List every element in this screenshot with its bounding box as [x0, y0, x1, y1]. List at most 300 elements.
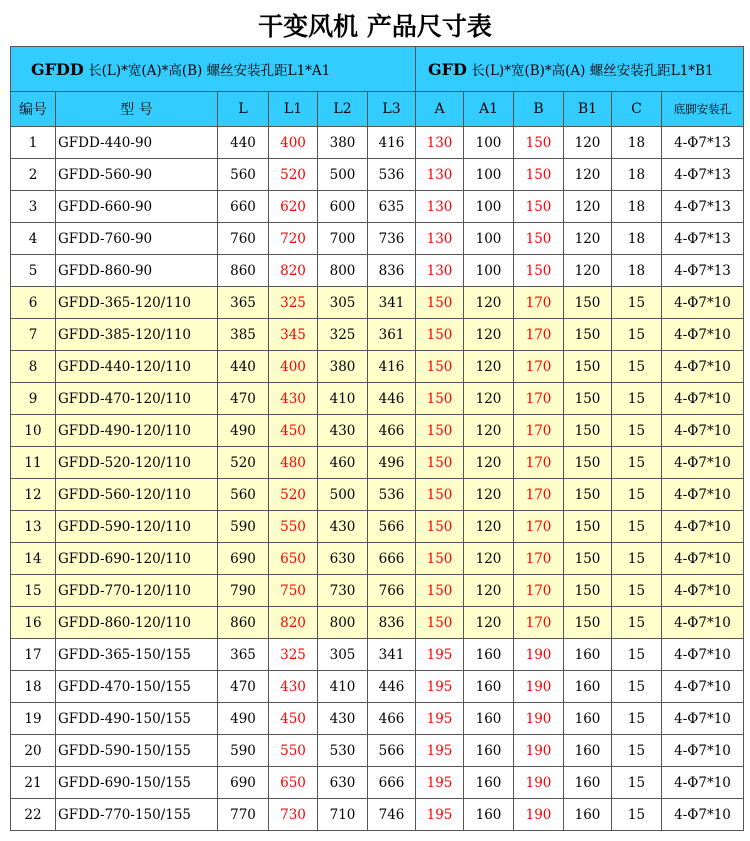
cell-b: 190	[514, 671, 564, 703]
cell-l1: 325	[269, 639, 318, 671]
cell-b1: 160	[564, 671, 612, 703]
cell-a1: 160	[464, 671, 514, 703]
cell-l1: 450	[269, 415, 318, 447]
cell-a1: 120	[464, 447, 514, 479]
cell-no: 8	[11, 351, 56, 383]
cell-no: 4	[11, 223, 56, 255]
cell-c: 15	[612, 607, 662, 639]
table-row	[11, 671, 744, 703]
cell-a: 150	[416, 479, 464, 511]
cell-b: 170	[514, 575, 564, 607]
cell-c: 15	[612, 671, 662, 703]
gfd-label: GFD	[428, 60, 467, 79]
cell-model: GFDD-760-90	[56, 223, 218, 255]
cell-a1: 120	[464, 543, 514, 575]
cell-a: 130	[416, 191, 464, 223]
cell-model: GFDD-770-120/110	[56, 575, 218, 607]
table-row	[11, 479, 744, 511]
cell-a: 195	[416, 703, 464, 735]
cell-l2: 700	[318, 223, 368, 255]
cell-c: 18	[612, 159, 662, 191]
cell-a: 150	[416, 319, 464, 351]
table-row	[11, 415, 744, 447]
cell-c: 15	[612, 511, 662, 543]
cell-b1: 160	[564, 703, 612, 735]
cell-c: 15	[612, 287, 662, 319]
cell-a: 195	[416, 767, 464, 799]
cell-l: 490	[218, 415, 269, 447]
gfdd-label: GFDD	[31, 60, 84, 79]
cell-c: 15	[612, 703, 662, 735]
cell-l3: 836	[368, 255, 416, 287]
cell-a1: 120	[464, 319, 514, 351]
cell-l2: 460	[318, 447, 368, 479]
cell-b: 150	[514, 127, 564, 159]
cell-c: 15	[612, 447, 662, 479]
cell-no: 1	[11, 127, 56, 159]
cell-no: 10	[11, 415, 56, 447]
cell-l2: 500	[318, 159, 368, 191]
cell-l1: 450	[269, 703, 318, 735]
cell-a1: 120	[464, 575, 514, 607]
cell-hole: 4-Φ7*10	[662, 543, 744, 575]
cell-l3: 361	[368, 319, 416, 351]
cell-b1: 120	[564, 255, 612, 287]
cell-c: 15	[612, 479, 662, 511]
cell-no: 9	[11, 383, 56, 415]
cell-l1: 650	[269, 767, 318, 799]
column-header: 型 号	[56, 92, 218, 127]
table-row	[11, 767, 744, 799]
cell-c: 18	[612, 127, 662, 159]
cell-l3: 341	[368, 287, 416, 319]
cell-a1: 100	[464, 127, 514, 159]
table-row	[11, 735, 744, 767]
cell-model: GFDD-860-90	[56, 255, 218, 287]
cell-l3: 416	[368, 127, 416, 159]
cell-l: 560	[218, 479, 269, 511]
cell-no: 6	[11, 287, 56, 319]
cell-model: GFDD-770-150/155	[56, 799, 218, 831]
cell-b: 170	[514, 511, 564, 543]
cell-hole: 4-Φ7*13	[662, 127, 744, 159]
cell-a1: 120	[464, 479, 514, 511]
cell-l1: 720	[269, 223, 318, 255]
cell-l1: 730	[269, 799, 318, 831]
cell-no: 17	[11, 639, 56, 671]
column-header: B1	[564, 92, 612, 127]
cell-a1: 120	[464, 415, 514, 447]
cell-b: 170	[514, 383, 564, 415]
cell-l2: 380	[318, 127, 368, 159]
cell-b1: 150	[564, 447, 612, 479]
description-row	[11, 47, 744, 92]
gfd-description	[416, 47, 744, 92]
cell-model: GFDD-590-120/110	[56, 511, 218, 543]
cell-no: 15	[11, 575, 56, 607]
cell-l2: 430	[318, 511, 368, 543]
cell-b: 170	[514, 543, 564, 575]
cell-a: 150	[416, 287, 464, 319]
cell-no: 20	[11, 735, 56, 767]
cell-model: GFDD-560-120/110	[56, 479, 218, 511]
cell-c: 15	[612, 575, 662, 607]
cell-a: 130	[416, 223, 464, 255]
cell-l1: 520	[269, 479, 318, 511]
cell-b1: 120	[564, 159, 612, 191]
cell-l2: 500	[318, 479, 368, 511]
cell-l: 470	[218, 383, 269, 415]
cell-a1: 160	[464, 735, 514, 767]
cell-l3: 666	[368, 767, 416, 799]
cell-b: 190	[514, 767, 564, 799]
cell-model: GFDD-590-150/155	[56, 735, 218, 767]
cell-b: 190	[514, 703, 564, 735]
cell-no: 22	[11, 799, 56, 831]
cell-l1: 750	[269, 575, 318, 607]
cell-c: 15	[612, 415, 662, 447]
column-header: C	[612, 92, 662, 127]
cell-b1: 160	[564, 639, 612, 671]
cell-l3: 446	[368, 383, 416, 415]
table-row	[11, 159, 744, 191]
cell-c: 15	[612, 383, 662, 415]
cell-hole: 4-Φ7*10	[662, 319, 744, 351]
cell-a: 150	[416, 383, 464, 415]
cell-hole: 4-Φ7*10	[662, 287, 744, 319]
cell-l1: 430	[269, 671, 318, 703]
cell-l3: 766	[368, 575, 416, 607]
column-header: 底脚安装孔	[662, 92, 744, 127]
table-row	[11, 639, 744, 671]
cell-a: 150	[416, 511, 464, 543]
gfd-formula: 长(L)*宽(B)*高(A) 螺丝安装孔距L1*B1	[466, 63, 714, 79]
cell-l2: 430	[318, 703, 368, 735]
cell-l1: 430	[269, 383, 318, 415]
table-row	[11, 511, 744, 543]
cell-c: 15	[612, 639, 662, 671]
cell-l1: 480	[269, 447, 318, 479]
cell-b: 190	[514, 639, 564, 671]
cell-l: 790	[218, 575, 269, 607]
page-title: 干变风机 产品尺寸表	[258, 12, 492, 41]
cell-l1: 400	[269, 351, 318, 383]
cell-l: 590	[218, 511, 269, 543]
cell-a: 195	[416, 735, 464, 767]
cell-l1: 520	[269, 159, 318, 191]
column-header: L3	[368, 92, 416, 127]
cell-l3: 635	[368, 191, 416, 223]
cell-b: 150	[514, 255, 564, 287]
column-header: A	[416, 92, 464, 127]
cell-hole: 4-Φ7*10	[662, 607, 744, 639]
cell-l: 470	[218, 671, 269, 703]
cell-l2: 325	[318, 319, 368, 351]
cell-l: 520	[218, 447, 269, 479]
cell-l: 860	[218, 255, 269, 287]
cell-a: 150	[416, 415, 464, 447]
cell-l3: 496	[368, 447, 416, 479]
cell-l3: 416	[368, 351, 416, 383]
cell-no: 11	[11, 447, 56, 479]
column-header: 编号	[11, 92, 56, 127]
cell-b: 170	[514, 607, 564, 639]
cell-model: GFDD-470-150/155	[56, 671, 218, 703]
column-header: L2	[318, 92, 368, 127]
cell-model: GFDD-690-120/110	[56, 543, 218, 575]
cell-b: 150	[514, 159, 564, 191]
table-row	[11, 319, 744, 351]
cell-b1: 160	[564, 735, 612, 767]
cell-b: 170	[514, 415, 564, 447]
cell-l: 560	[218, 159, 269, 191]
cell-a: 195	[416, 671, 464, 703]
cell-model: GFDD-560-90	[56, 159, 218, 191]
cell-l2: 800	[318, 607, 368, 639]
cell-l3: 466	[368, 703, 416, 735]
cell-l2: 630	[318, 543, 368, 575]
cell-l3: 836	[368, 607, 416, 639]
cell-a1: 100	[464, 223, 514, 255]
cell-no: 14	[11, 543, 56, 575]
cell-b: 170	[514, 447, 564, 479]
cell-c: 15	[612, 735, 662, 767]
cell-c: 18	[612, 191, 662, 223]
table-row	[11, 607, 744, 639]
cell-l2: 800	[318, 255, 368, 287]
cell-b: 170	[514, 287, 564, 319]
cell-l3: 341	[368, 639, 416, 671]
cell-c: 15	[612, 767, 662, 799]
cell-a1: 120	[464, 287, 514, 319]
cell-hole: 4-Φ7*10	[662, 799, 744, 831]
cell-l3: 536	[368, 159, 416, 191]
cell-model: GFDD-520-120/110	[56, 447, 218, 479]
cell-hole: 4-Φ7*10	[662, 351, 744, 383]
cell-a: 150	[416, 351, 464, 383]
cell-no: 13	[11, 511, 56, 543]
cell-no: 16	[11, 607, 56, 639]
table-row	[11, 447, 744, 479]
gfdd-description	[11, 47, 416, 92]
cell-hole: 4-Φ7*10	[662, 735, 744, 767]
cell-no: 18	[11, 671, 56, 703]
cell-l1: 325	[269, 287, 318, 319]
cell-hole: 4-Φ7*10	[662, 671, 744, 703]
cell-l1: 820	[269, 607, 318, 639]
cell-a: 150	[416, 543, 464, 575]
cell-a1: 100	[464, 191, 514, 223]
cell-model: GFDD-385-120/110	[56, 319, 218, 351]
cell-a1: 120	[464, 351, 514, 383]
cell-l: 760	[218, 223, 269, 255]
cell-b: 190	[514, 735, 564, 767]
cell-l1: 550	[269, 735, 318, 767]
cell-hole: 4-Φ7*10	[662, 575, 744, 607]
cell-a1: 160	[464, 767, 514, 799]
cell-c: 18	[612, 223, 662, 255]
cell-a: 150	[416, 607, 464, 639]
cell-no: 3	[11, 191, 56, 223]
cell-b: 170	[514, 351, 564, 383]
cell-b1: 150	[564, 575, 612, 607]
table-row	[11, 383, 744, 415]
cell-no: 2	[11, 159, 56, 191]
cell-a1: 120	[464, 607, 514, 639]
cell-b1: 150	[564, 607, 612, 639]
cell-b1: 150	[564, 543, 612, 575]
column-header: L	[218, 92, 269, 127]
cell-l: 660	[218, 191, 269, 223]
cell-hole: 4-Φ7*10	[662, 383, 744, 415]
cell-a: 130	[416, 255, 464, 287]
cell-l3: 566	[368, 511, 416, 543]
cell-b1: 150	[564, 479, 612, 511]
cell-hole: 4-Φ7*13	[662, 191, 744, 223]
cell-model: GFDD-440-90	[56, 127, 218, 159]
table-row	[11, 543, 744, 575]
cell-no: 19	[11, 703, 56, 735]
table-row	[11, 287, 744, 319]
table-row	[11, 255, 744, 287]
cell-hole: 4-Φ7*13	[662, 223, 744, 255]
cell-l2: 530	[318, 735, 368, 767]
cell-l3: 746	[368, 799, 416, 831]
cell-l3: 466	[368, 415, 416, 447]
cell-hole: 4-Φ7*10	[662, 767, 744, 799]
column-header: L1	[269, 92, 318, 127]
cell-a1: 120	[464, 511, 514, 543]
cell-l2: 410	[318, 671, 368, 703]
cell-l2: 600	[318, 191, 368, 223]
cell-b1: 120	[564, 127, 612, 159]
cell-l3: 446	[368, 671, 416, 703]
cell-l2: 305	[318, 639, 368, 671]
header-row	[11, 92, 744, 127]
cell-model: GFDD-365-150/155	[56, 639, 218, 671]
cell-hole: 4-Φ7*13	[662, 159, 744, 191]
cell-a: 150	[416, 447, 464, 479]
cell-l: 690	[218, 767, 269, 799]
cell-b1: 120	[564, 223, 612, 255]
cell-l1: 820	[269, 255, 318, 287]
cell-b1: 150	[564, 351, 612, 383]
table-row	[11, 575, 744, 607]
cell-b1: 150	[564, 511, 612, 543]
table-row	[11, 127, 744, 159]
cell-a1: 160	[464, 799, 514, 831]
column-header: A1	[464, 92, 514, 127]
cell-l2: 410	[318, 383, 368, 415]
cell-b1: 150	[564, 415, 612, 447]
column-header: B	[514, 92, 564, 127]
cell-model: GFDD-365-120/110	[56, 287, 218, 319]
cell-l: 860	[218, 607, 269, 639]
cell-l: 365	[218, 287, 269, 319]
cell-model: GFDD-440-120/110	[56, 351, 218, 383]
cell-a1: 120	[464, 383, 514, 415]
cell-a1: 100	[464, 255, 514, 287]
table-row	[11, 223, 744, 255]
cell-a1: 100	[464, 159, 514, 191]
cell-a: 150	[416, 575, 464, 607]
cell-model: GFDD-490-150/155	[56, 703, 218, 735]
cell-model: GFDD-490-120/110	[56, 415, 218, 447]
cell-b: 150	[514, 191, 564, 223]
table-row	[11, 703, 744, 735]
cell-no: 7	[11, 319, 56, 351]
cell-a1: 160	[464, 639, 514, 671]
table-row	[11, 351, 744, 383]
cell-l2: 630	[318, 767, 368, 799]
cell-a: 195	[416, 639, 464, 671]
cell-c: 15	[612, 351, 662, 383]
cell-l3: 736	[368, 223, 416, 255]
cell-no: 5	[11, 255, 56, 287]
cell-model: GFDD-470-120/110	[56, 383, 218, 415]
cell-l: 590	[218, 735, 269, 767]
cell-c: 18	[612, 255, 662, 287]
cell-a: 195	[416, 799, 464, 831]
cell-l: 690	[218, 543, 269, 575]
cell-hole: 4-Φ7*10	[662, 511, 744, 543]
cell-l1: 650	[269, 543, 318, 575]
gfdd-formula: 长(L)*宽(A)*高(B) 螺丝安装孔距L1*A1	[83, 63, 331, 79]
cell-b: 170	[514, 479, 564, 511]
cell-hole: 4-Φ7*10	[662, 447, 744, 479]
cell-l: 440	[218, 127, 269, 159]
cell-no: 12	[11, 479, 56, 511]
cell-l1: 620	[269, 191, 318, 223]
cell-b1: 150	[564, 319, 612, 351]
cell-c: 15	[612, 799, 662, 831]
product-dimension-table	[10, 46, 744, 831]
cell-l2: 305	[318, 287, 368, 319]
cell-l: 385	[218, 319, 269, 351]
cell-l: 770	[218, 799, 269, 831]
cell-no: 21	[11, 767, 56, 799]
cell-b1: 160	[564, 799, 612, 831]
cell-l2: 730	[318, 575, 368, 607]
cell-c: 15	[612, 543, 662, 575]
cell-b1: 150	[564, 287, 612, 319]
cell-l2: 430	[318, 415, 368, 447]
cell-b: 190	[514, 799, 564, 831]
cell-hole: 4-Φ7*10	[662, 479, 744, 511]
cell-l3: 566	[368, 735, 416, 767]
cell-b1: 150	[564, 383, 612, 415]
cell-model: GFDD-660-90	[56, 191, 218, 223]
cell-b: 150	[514, 223, 564, 255]
table-row	[11, 799, 744, 831]
cell-model: GFDD-690-150/155	[56, 767, 218, 799]
cell-hole: 4-Φ7*10	[662, 415, 744, 447]
cell-b: 170	[514, 319, 564, 351]
cell-hole: 4-Φ7*13	[662, 255, 744, 287]
cell-l1: 550	[269, 511, 318, 543]
cell-l2: 710	[318, 799, 368, 831]
cell-l3: 666	[368, 543, 416, 575]
cell-b1: 160	[564, 767, 612, 799]
cell-l1: 345	[269, 319, 318, 351]
cell-l: 440	[218, 351, 269, 383]
cell-l: 490	[218, 703, 269, 735]
cell-hole: 4-Φ7*10	[662, 703, 744, 735]
cell-c: 15	[612, 319, 662, 351]
cell-l2: 380	[318, 351, 368, 383]
cell-l3: 536	[368, 479, 416, 511]
cell-b1: 120	[564, 191, 612, 223]
